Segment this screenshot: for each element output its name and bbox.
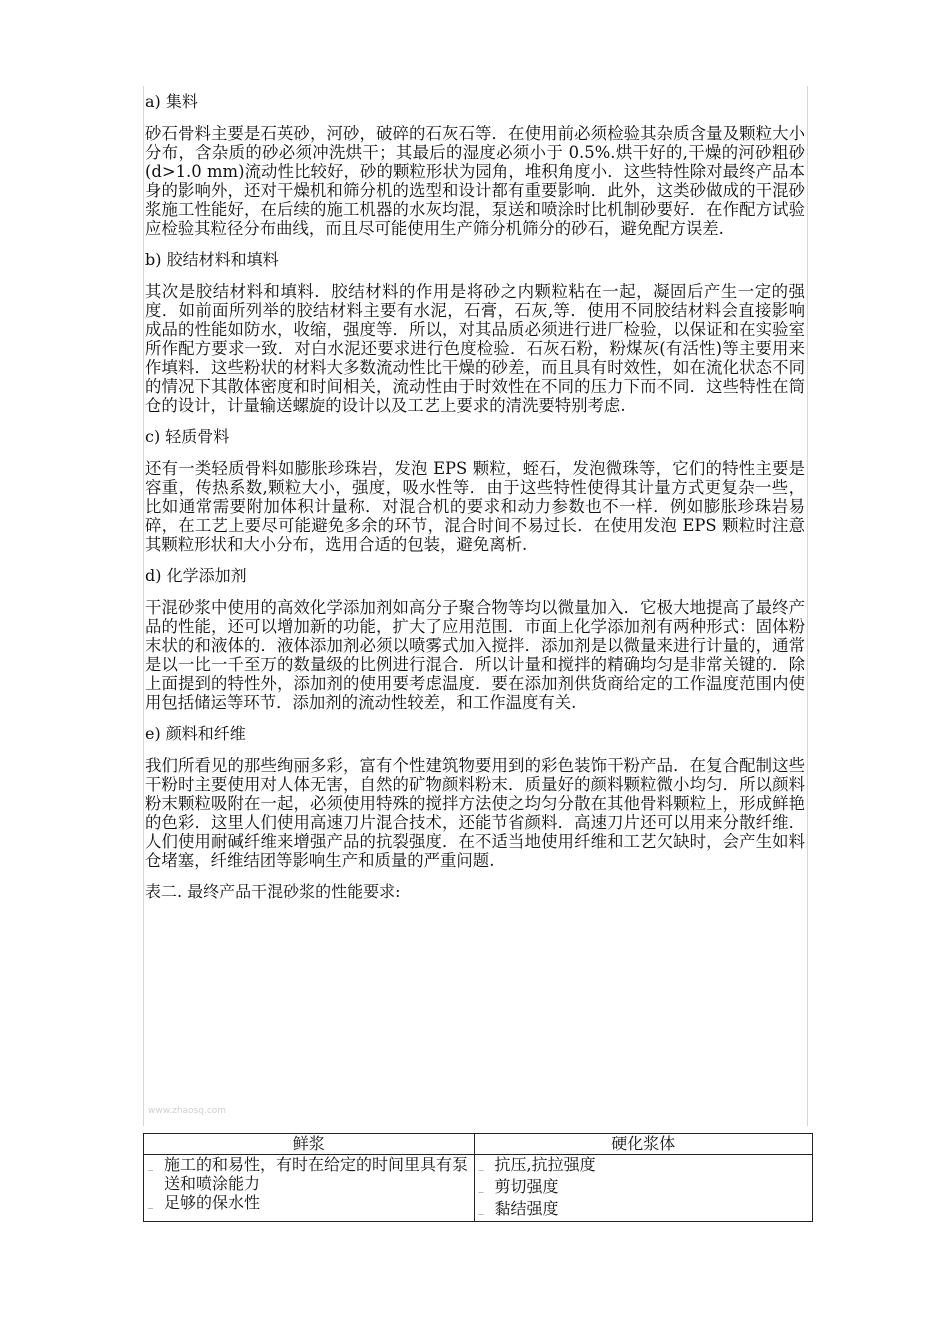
watermark: www.zhaosq.com [148,1106,227,1116]
bullet: _ [478,1204,484,1215]
header-fresh-mortar: 鲜浆 [144,1134,475,1155]
section-lightweight-aggregate [145,427,805,554]
section-heading: d) 化学添加剂 [145,566,247,585]
section-paragraph: 干混砂浆中使用的高效化学添加剂如高分子聚合物等均以微量加入．它极大地提高了最终产品的性能，还可以增加新的功能，扩大了应用范围．市面上化学添加剂有两种形式：固体粉末状的和液体的．液体添加剂必须以喷雾式加入搅拌．添加剂是以微量来进行计量的，通常是以一比一千至万的数量级的比例进行混合．所以计量和搅拌的精确均匀是非常关键的．除上面提到的特性外，添加剂的使用要考虑温度．要在添加剂供货商给定的工作温度范围内使用包括储运等环节．添加剂的流动性较差，和工作温度有关. [145,598,805,712]
section-heading: e) 颜料和纤维 [145,724,246,743]
hardened-mortar-cell [474,1155,812,1222]
bullet: _ [148,1198,153,1209]
section-heading: c) 轻质骨料 [145,427,230,446]
header-hardened-mortar: 硬化浆体 [474,1134,812,1155]
section-chemical-additives [145,566,805,712]
document-body [145,92,805,902]
bullet: _ [478,1160,484,1171]
list-item [479,1199,808,1221]
section-paragraph: 砂石骨料主要是石英砂，河砂，破碎的石灰石等．在使用前必须检验其杂质含量及颗粒大小分布，含杂质的砂必须冲洗烘干；其最后的湿度必须小于 0.5%.烘干好的,干燥的河砂粗砂(d>1.0 mm)流动性比较好，砂的颗粒形状为园角，堆积角度小．这些特性除对最终产品本身的影响外，还对干燥机和筛分机的选型和设计都有重要影响．此外，这类砂做成的干混砂浆施工性能好，在后续的施工机器的水灰均混，泵送和喷涂时比机制砂要好．在作配方试验应检验其粒径分布曲线，而且尽可能使用生产筛分机筛分的砂石，避免配方误差. [145,124,805,238]
section-heading: b) 胶结材料和填料 [145,250,279,269]
section-heading: a) 集料 [145,92,198,111]
table-header-row [144,1134,813,1155]
list-item-text: 抗压,抗拉强度 [494,1155,596,1174]
section-binder-filler [145,250,805,415]
list-item-text: 施工的和易性，有时在给定的时间里具有泵送和喷涂能力 [164,1155,469,1193]
section-paragraph: 我们所看见的那些绚丽多彩，富有个性建筑物要用到的彩色装饰干粉产品．在复合配制这些干粉时主要使用对人体无害，自然的矿物颜料粉末．质量好的颜料颗粒微小均匀．所以颜料粉末颗粒吸附在一起，必须使用特殊的搅拌方法使之均匀分散在其他骨料颗粒上，形成鲜艳的色彩．这里人们使用高速刀片混合技术，还能节省颜料．高速刀片还可以用来分散纤维．人们使用耐碱纤维来增强产品的抗裂强度．在不适当地使用纤维和工艺欠缺时，会产生如料仓堵塞，纤维结团等影响生产和质量的严重问题. [145,756,805,870]
list-item-text: 黏结强度 [494,1199,559,1218]
list-item [479,1155,808,1177]
bullet: _ [478,1182,484,1193]
fresh-mortar-cell [144,1155,475,1222]
list-item [148,1155,470,1193]
table-caption: 表二. 最终产品干混砂浆的性能要求: [145,882,401,901]
table-row [144,1155,813,1222]
section-pigments-fibers [145,724,805,870]
section-paragraph: 还有一类轻质骨料如膨胀珍珠岩，发泡 EPS 颗粒，蛭石，发泡微珠等，它们的特性主要是容重，传热系数,颗粒大小，强度，吸水性等．由于这些特性使得其计量方式更复杂一些，比如通常需要附加体积计量称．对混合机的要求和动力参数也不一样．例如膨胀珍珠岩易碎，在工艺上要尽可能避免多余的环节，混合时间不易过长．在使用发泡 EPS 颗粒时注意其颗粒形状和大小分布，选用合适的包装，避免离析. [145,459,805,554]
list-item-text: 剪切强度 [494,1177,559,1196]
list-item [479,1177,808,1199]
list-item [148,1193,470,1215]
section-paragraph: 其次是胶结材料和填料．胶结材料的作用是将砂之内颗粒粘在一起，凝固后产生一定的强度．如前面所列举的胶结材料主要有水泥，石膏，石灰,等．使用不同胶结材料会直接影响成品的性能如防水，收缩，强度等．所以，对其品质必须进行进厂检验，以保证和在实验室所作配方要求一致．对白水泥还要求进行色度检验．石灰石粉，粉煤灰(有活性)等主要用来作填料．这些粉状的材料大多数流动性比干燥的砂差，而且具有时效性，如在流化状态不同的情况下其散体密度和时间相关，流动性由于时效性在不同的压力下而不同．这些特性在筒仓的设计，计量输送螺旋的设计以及工艺上要求的清洗要特别考虑. [145,282,805,415]
list-item-text: 足够的保水性 [164,1193,261,1212]
properties-table [143,1133,813,1222]
section-aggregate [145,92,805,238]
bullet: _ [148,1160,153,1171]
